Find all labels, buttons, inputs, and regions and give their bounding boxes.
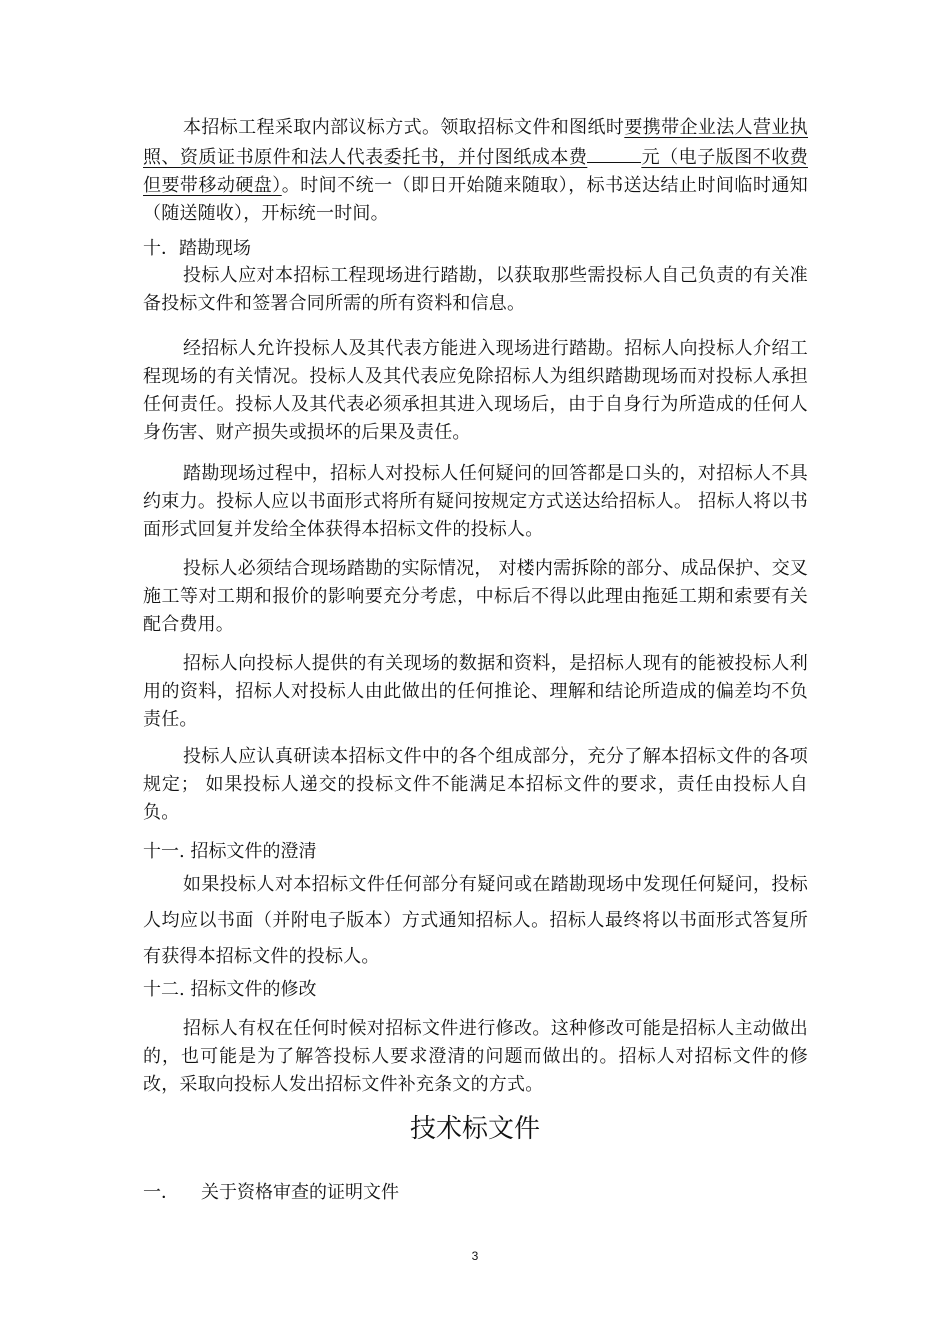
para1-underlined-requirements: 要携带企业法人营业执照、资质证书原件和法人代表委托书，并付图纸成本费	[143, 117, 808, 168]
paragraph-10-1: 投标人应对本招标工程现场进行踏勘，以获取那些需投标人自己负责的有关准备投标文件和签署合同所需的所有资料和信息。	[143, 265, 808, 314]
page-number: 3	[471, 1249, 479, 1263]
paragraph-10-2: 经招标人允许投标人及其代表方能进入现场进行踏勘。招标人向投标人介绍工程现场的有关情况。投标人及其代表应免除招标人为组织踏勘现场而对投标人承担任何责任。投标人及其代表必须承担其进入现场后，由于自身行为所造成的任何人身伤害、财产损失或损坏的后果及责任。	[143, 338, 808, 443]
subsection-1-number: 一．	[143, 1182, 179, 1203]
paragraph-10-6: 投标人应认真研读本招标文件中的各个组成部分，充分了解本招标文件的各项规定； 如果投标人递交的投标文件不能满足本招标文件的要求，责任由投标人自负。	[143, 746, 808, 823]
paragraph-10-3: 踏勘现场过程中，招标人对投标人任何疑问的回答都是口头的，对招标人不具约束力。投标人应以书面形式将所有疑问按规定方式送达给招标人。 招标人将以书面形式回复并发给全体获得本招标文件的投标人。	[143, 463, 808, 540]
paragraph-10-5: 招标人向投标人提供的有关现场的数据和资料，是招标人现有的能被投标人利用的资料，招标人对投标人由此做出的任何推论、理解和结论所造成的偏差均不负责任。	[143, 653, 808, 730]
subsection-1-text: 关于资格审查的证明文件	[201, 1182, 399, 1203]
heading-section-11: 十一. 招标文件的澄清	[143, 841, 317, 862]
paragraph-12: 招标人有权在任何时候对招标文件进行修改。这种修改可能是招标人主动做出的，也可能是为了解答投标人要求澄清的问题而做出的。招标人对招标文件的修改，采取向投标人发出招标文件补充条文的方式。	[143, 1018, 808, 1095]
section-title: 技术标文件	[409, 1114, 540, 1144]
heading-section-10: 十．踏勘现场	[143, 238, 251, 259]
fee-blank	[587, 142, 641, 163]
para1-text-d: 。时间不统一（即日开始随来随取），标书送达结止时间临时通知（随送随收），开标统一时间。	[143, 175, 808, 224]
subsection-1-heading	[143, 1179, 399, 1207]
para1-text-a: 本招标工程采取内部议标方式。领取招标文件和图纸时	[183, 117, 625, 138]
paragraph-11: 如果投标人对本招标文件任何部分有疑问或在踏勘现场中发现任何疑问，投标人均应以书面（并附电子版本）方式通知招标人。招标人最终将以书面形式答复所有获得本招标文件的投标人。	[143, 874, 808, 967]
para1-underlined-fee: 元（电子版图不收费但要带移动硬盘）	[143, 147, 808, 196]
paragraph-bid-method	[143, 114, 808, 228]
paragraph-10-4: 投标人必须结合现场踏勘的实际情况， 对楼内需拆除的部分、成品保护、交叉施工等对工期和报价的影响要充分考虑，中标后不得以此理由拖延工期和索要有关配合费用。	[143, 558, 808, 635]
heading-section-12: 十二. 招标文件的修改	[143, 979, 317, 1000]
